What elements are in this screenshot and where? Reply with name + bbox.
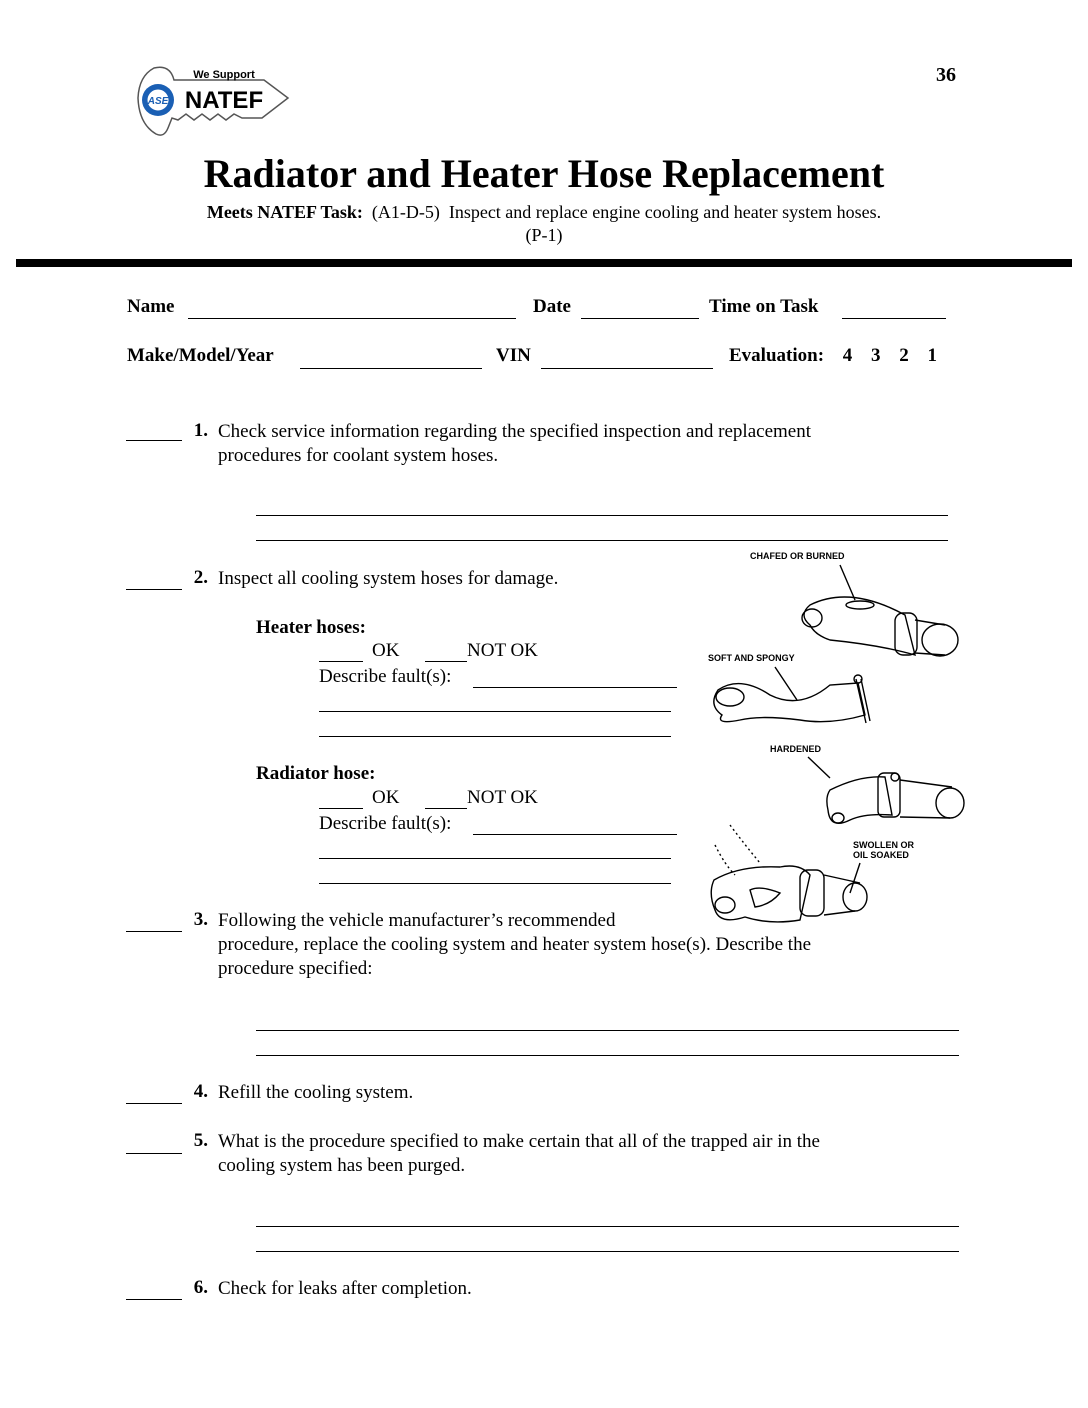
date-field[interactable]: [581, 318, 699, 319]
heater-hoses-heading: Heater hoses:: [256, 617, 366, 638]
name-label: Name: [127, 296, 175, 317]
step-1-text: [218, 420, 811, 468]
heater-ok-label: OK: [372, 640, 400, 661]
time-on-task-label: Time on Task: [709, 296, 819, 317]
page-number: 36: [936, 64, 956, 86]
step-3-line-2: procedure, replace the cooling system and heater system hose(s). Describe the: [218, 934, 811, 955]
step-1-answer-line-2[interactable]: [256, 540, 948, 541]
make-model-year-field[interactable]: [300, 368, 482, 369]
step-4-checkbox-blank[interactable]: [126, 1103, 182, 1104]
header-divider: [16, 259, 1072, 267]
task-code: (A1-D-5): [371, 202, 440, 222]
step-5-checkbox-blank[interactable]: [126, 1153, 182, 1154]
step-4-text: Refill the cooling system.: [218, 1082, 414, 1103]
chafed-hose-drawing: [802, 597, 958, 656]
soft-arrow: [775, 667, 797, 700]
hand-fingers: [750, 888, 780, 907]
step-2-checkbox-blank[interactable]: [126, 589, 182, 590]
task-label: Meets NATEF Task:: [206, 202, 363, 222]
heater-not-ok-label: NOT OK: [467, 640, 538, 661]
step-5-answer-line-1[interactable]: [256, 1226, 959, 1227]
heater-fault-line-2[interactable]: [319, 711, 671, 712]
natef-logo: [134, 58, 292, 146]
soft-hose-drawing: [714, 675, 870, 723]
step-1-checkbox-blank[interactable]: [126, 440, 182, 441]
logo-main-text: NATEF: [184, 87, 264, 114]
radiator-fault-line-2[interactable]: [319, 858, 671, 859]
evaluation: [729, 345, 937, 367]
step-5-text: [218, 1130, 820, 1178]
radiator-not-ok-label: NOT OK: [467, 787, 538, 808]
evaluation-option-1[interactable]: 1: [927, 345, 938, 366]
task-description: Inspect and replace engine cooling and heater system hoses.: [448, 202, 882, 222]
hardened-arrow: [808, 757, 830, 778]
label-swollen-or: SWOLLEN OR: [853, 840, 914, 850]
step-3-text: [218, 909, 811, 981]
swollen-hose-drawing: [711, 825, 867, 922]
heater-not-ok-blank[interactable]: [425, 661, 467, 662]
step-3-checkbox-blank[interactable]: [126, 931, 182, 932]
radiator-fault-label: Describe fault(s):: [319, 813, 452, 834]
step-1-line-1: Check service information regarding the specified inspection and replacement: [218, 421, 811, 442]
step-3-line-1: Following the vehicle manufacturer’s recommended: [218, 910, 616, 931]
step-3-answer-line-1[interactable]: [256, 1030, 959, 1031]
step-5-answer-line-2[interactable]: [256, 1251, 959, 1252]
evaluation-option-3[interactable]: 3: [871, 345, 881, 366]
step-3-answer-line-2[interactable]: [256, 1055, 959, 1056]
chafed-arrow: [840, 565, 855, 600]
ase-natef-key-logo-icon: [134, 58, 292, 146]
heater-ok-blank[interactable]: [319, 661, 363, 662]
step-1-line-2: procedures for coolant system hoses.: [218, 445, 499, 466]
step-5-number: 5.: [193, 1130, 208, 1151]
step-1-number: 1.: [193, 420, 208, 441]
step-1-answer-line-1[interactable]: [256, 515, 948, 516]
radiator-not-ok-blank[interactable]: [425, 808, 467, 809]
time-on-task-field[interactable]: [842, 318, 946, 319]
step-4-number: 4.: [193, 1081, 208, 1102]
task-subtitle: [0, 201, 1088, 247]
swollen-arrow: [850, 863, 860, 893]
step-3-number: 3.: [193, 909, 208, 930]
logo-top-text: We Support: [193, 69, 255, 81]
label-soft-and-spongy: SOFT AND SPONGY: [708, 653, 795, 663]
radiator-fault-line-3[interactable]: [319, 883, 671, 884]
heater-fault-field[interactable]: [473, 687, 677, 688]
label-oil-soaked: OIL SOAKED: [853, 850, 909, 860]
step-2-text: Inspect all cooling system hoses for damage.: [218, 568, 559, 589]
vin-label: VIN: [496, 345, 531, 366]
date-label: Date: [533, 296, 571, 317]
hardened-hose-drawing: [827, 773, 964, 823]
step-5-line-1: What is the procedure specified to make certain that all of the trapped air in the: [218, 1131, 820, 1152]
step-5-line-2: cooling system has been purged.: [218, 1155, 466, 1176]
vin-field[interactable]: [541, 368, 713, 369]
radiator-ok-blank[interactable]: [319, 808, 363, 809]
heater-fault-label: Describe fault(s):: [319, 666, 452, 687]
logo-badge-text: ASE: [147, 96, 169, 107]
step-6-text: Check for leaks after completion.: [218, 1278, 472, 1299]
evaluation-label: Evaluation:: [729, 345, 825, 366]
label-chafed-or-burned: CHAFED OR BURNED: [750, 551, 845, 561]
step-6-number: 6.: [193, 1277, 208, 1298]
hose-damage-illustration: [700, 545, 980, 930]
evaluation-option-2[interactable]: 2: [899, 345, 909, 366]
step-2-number: 2.: [193, 567, 208, 588]
radiator-ok-label: OK: [372, 787, 400, 808]
name-field[interactable]: [188, 318, 516, 319]
make-model-year-label: Make/Model/Year: [127, 345, 274, 366]
step-3-line-3: procedure specified:: [218, 958, 373, 979]
page-title: Radiator and Heater Hose Replacement: [203, 151, 885, 196]
evaluation-option-4[interactable]: 4: [842, 345, 853, 366]
step-6-checkbox-blank[interactable]: [126, 1299, 182, 1300]
heater-fault-line-3[interactable]: [319, 736, 671, 737]
task-priority: (P-1): [525, 225, 563, 245]
label-hardened: HARDENED: [770, 744, 822, 754]
radiator-fault-field[interactable]: [473, 834, 677, 835]
radiator-hose-heading: Radiator hose:: [256, 763, 376, 784]
